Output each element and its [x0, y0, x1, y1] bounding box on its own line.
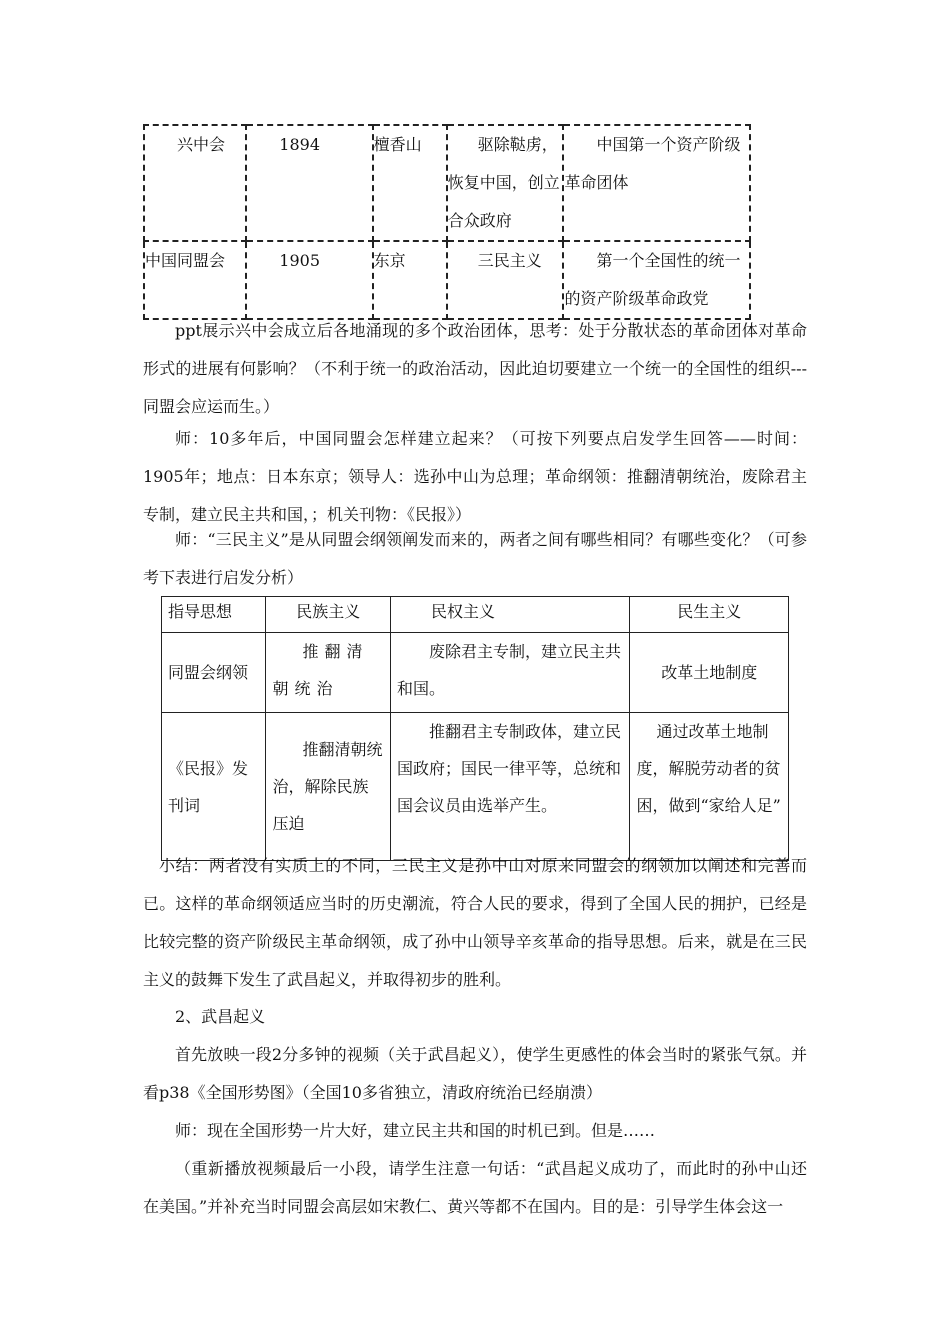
table-row [144, 241, 750, 319]
paragraph-teacher-situation: 师：现在全国形势一片大好，建立民主共和国的时机已到。但是…… [175, 1121, 656, 1140]
org-year-cell: 1905 [246, 241, 372, 319]
table-row [162, 713, 789, 861]
org-place-cell: 东京 [373, 241, 447, 319]
org-program-cell: 三民主义 [447, 241, 564, 319]
header-livelihood: 民生主义 [630, 597, 789, 633]
three-principles-table [161, 596, 789, 861]
table-header-row [162, 597, 789, 633]
org-name-cell: 兴中会 [144, 125, 246, 241]
table-row [144, 125, 750, 241]
cell-democracy: 推翻君主专制政体，建立民国政府；国民一律平等，总统和国会议员由选举产生。 [390, 713, 630, 861]
org-name-cell: 中国同盟会 [144, 241, 246, 319]
organizations-table [143, 124, 751, 320]
paragraph-video: 首先放映一段2分多钟的视频（关于武昌起义），使学生更感性的体会当时的紧张气氛。并看p38《全国形势图》（全国10多省独立，清政府统治已经崩溃） [143, 1045, 807, 1102]
table-row [162, 633, 789, 713]
org-significance-cell: 中国第一个资产阶级革命团体 [563, 125, 750, 241]
org-year-cell: 1894 [246, 125, 372, 241]
section-heading-wuchang: 2、武昌起义 [175, 1007, 266, 1026]
paragraph-ppt-question: ppt展示兴中会成立后各地涌现的多个政治团体，思考：处于分散状态的革命团体对革命形式的进展有何影响？（不利于统一的政治活动，因此迫切要建立一个统一的全国性的组织---同盟会应运而生。） [143, 321, 807, 416]
row-label: 同盟会纲领 [162, 633, 266, 713]
org-significance-cell: 第一个全国性的统一的资产阶级革命政党 [563, 241, 750, 319]
paragraph-teacher-question: 师：10多年后，中国同盟会怎样建立起来？（可按下列要点启发学生回答——时间：1905年；地点：日本东京；领导人：选孙中山为总理；革命纲领：推翻清朝统治，废除君主专制，建立民主共和国，；机关刊物：《民报》） [143, 429, 807, 524]
paragraph-replay: （重新播放视频最后一小段，请学生注意一句话：“武昌起义成功了，而此时的孙中山还在美国。”并补充当时同盟会高层如宋教仁、黄兴等都不在国内。目的是：引导学生体会这一 [143, 1159, 807, 1216]
cell-democracy: 废除君主专制，建立民主共和国。 [390, 633, 630, 713]
cell-livelihood: 通过改革土地制度，解脱劳动者的贫困，做到“家给人足” [630, 713, 789, 861]
cell-nationalism: 推翻清朝统治 [266, 633, 390, 713]
paragraph-three-principles: 师：“三民主义”是从同盟会纲领阐发而来的，两者之间有哪些相同？有哪些变化？（可参考下表进行启发分析） [143, 530, 807, 587]
org-place-cell: 檀香山 [373, 125, 447, 241]
header-guiding-thought: 指导思想 [162, 597, 266, 633]
paragraph-summary: 小结：两者没有实质上的不同，三民主义是孙中山对原来同盟会的纲领加以阐述和完善而已。这样的革命纲领适应当时的历史潮流，符合人民的要求，得到了全国人民的拥护，已经是比较完整的资产阶级民主革命纲领，成了孙中山领导辛亥革命的指导思想。后来，就是在三民主义的鼓舞下发生了武昌起义，并取得初步的胜利。 [143, 856, 807, 989]
cell-nationalism: 推翻清朝统治，解除民族压迫 [266, 713, 390, 861]
cell-livelihood: 改革土地制度 [630, 633, 789, 713]
header-democracy: 民权主义 [390, 597, 630, 633]
row-label: 《民报》发刊词 [162, 713, 266, 861]
header-nationalism: 民族主义 [266, 597, 390, 633]
org-program-cell: 驱除鞑虏，恢复中国，创立合众政府 [447, 125, 564, 241]
